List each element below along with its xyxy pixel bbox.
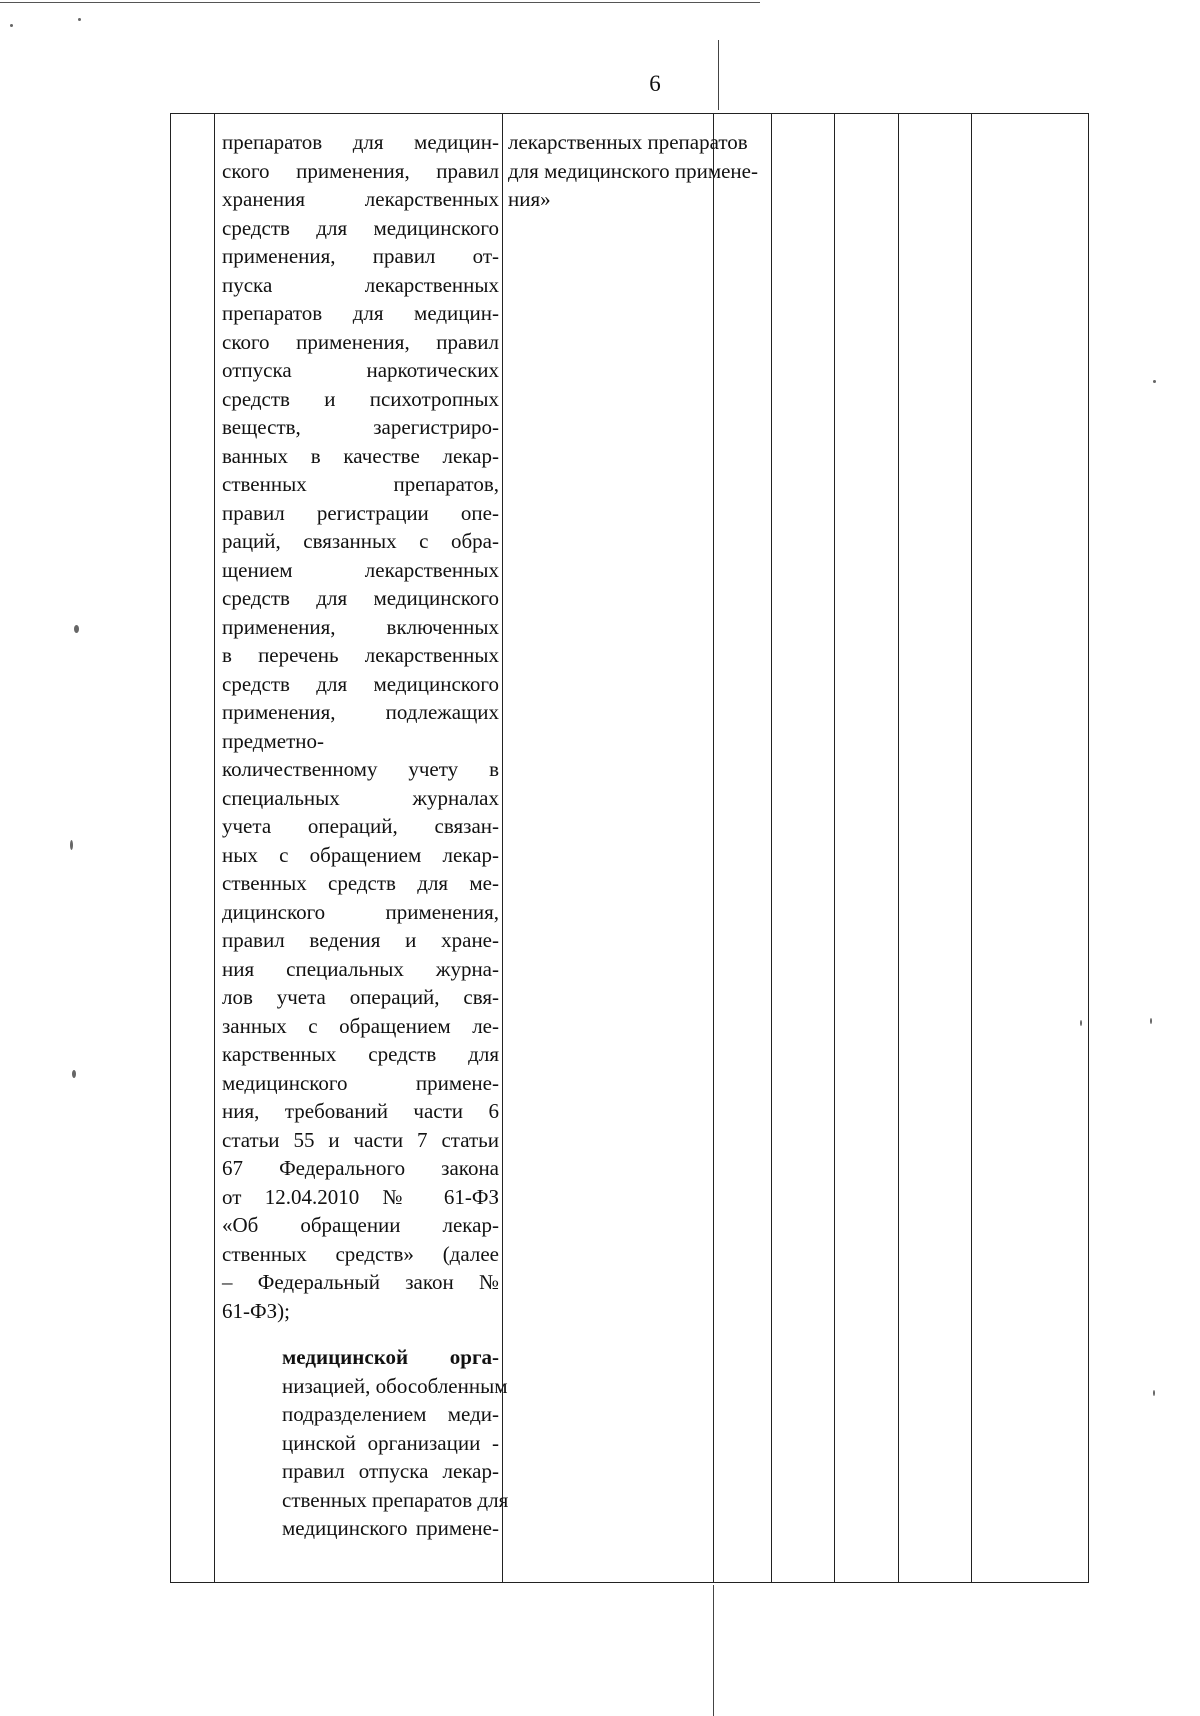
text-line: ванных в качестве лекар-	[222, 443, 499, 468]
cell-empty-7	[899, 114, 972, 1583]
requirements-paragraph-2	[222, 1343, 509, 1543]
text-line: специальных журналах	[222, 785, 499, 810]
text-line: правил регистрации опе-	[222, 500, 499, 525]
text-line: для медицинского примене-	[508, 158, 758, 183]
cell-empty-8	[972, 114, 1089, 1583]
text-line: правил отпуска лекар-	[282, 1459, 499, 1483]
text-line: от 12.04.2010 № 61-ФЗ	[222, 1184, 499, 1209]
text-line: ния»	[508, 187, 551, 211]
text-line: ственных препаратов,	[222, 472, 499, 496]
scan-speck	[10, 24, 13, 27]
scan-fold-line	[713, 1585, 714, 1716]
scan-fold-line	[718, 40, 719, 110]
scan-speck	[72, 1070, 76, 1078]
text-line: правил ведения и хране-	[222, 928, 499, 952]
scan-speck	[1153, 380, 1156, 383]
cell-empty-5	[772, 114, 835, 1583]
text-line: препаратов для медицин-	[222, 301, 499, 325]
text-line: средств для медицинского	[222, 215, 499, 240]
text-line: средств для медицинского	[222, 671, 499, 696]
requirements-paragraph-1	[222, 128, 499, 1325]
text-line: ственных средств» (далее	[222, 1241, 499, 1266]
text-line: лекарственных препаратов	[508, 130, 748, 154]
text-line: раций, связанных с обра-	[222, 529, 499, 553]
scan-speck	[78, 18, 81, 21]
bold-term: медицинской орга-	[282, 1345, 499, 1369]
text-line: количественному учету в	[222, 757, 499, 781]
text-line: низацией, обособленным	[282, 1373, 508, 1398]
text-line: ния, требований части 6	[222, 1099, 499, 1123]
requirements-text	[215, 114, 509, 1543]
text-line: 67 Федерального закона	[222, 1156, 499, 1180]
text-line: предметно-	[222, 728, 324, 753]
scan-speck	[70, 840, 73, 850]
text-line: подразделением меди-	[282, 1402, 499, 1426]
cell-empty-6	[835, 114, 899, 1583]
text-line: средств для медицинского	[222, 586, 499, 610]
legal-reference-paragraph	[508, 128, 758, 214]
text-line: препаратов для медицин-	[222, 130, 499, 154]
text-line: ния специальных журна-	[222, 956, 499, 981]
text-line: применения, правил от-	[222, 244, 499, 268]
text-line: применения, подлежащих	[222, 700, 499, 724]
scan-speck	[74, 625, 79, 633]
text-line: «Об обращении лекар-	[222, 1213, 499, 1237]
text-line: ственных препаратов для	[282, 1487, 509, 1512]
document-table	[170, 113, 1089, 1583]
text-line: щением лекарственных	[222, 557, 499, 582]
text-line: учета операций, связан-	[222, 814, 499, 838]
legal-reference-text	[503, 114, 758, 214]
text-line: статьи 55 и части 7 статьи	[222, 1127, 499, 1152]
text-line: лов учета операций, свя-	[222, 985, 499, 1009]
text-line: средств и психотропных	[222, 386, 499, 411]
text-line: – Федеральный закон №	[222, 1270, 499, 1294]
text-line: медицинского примене-	[222, 1070, 499, 1095]
text-line: хранения лекарственных	[222, 187, 499, 211]
text-line: 61-ФЗ);	[222, 1298, 290, 1323]
scan-edge-line	[0, 2, 760, 3]
cell-requirements-text	[215, 114, 509, 1583]
text-line: цинской организации -	[282, 1430, 499, 1455]
text-line: в перечень лекарственных	[222, 643, 499, 667]
text-line: ского применения, правил	[222, 329, 499, 354]
text-line: отпуска наркотических	[222, 358, 499, 382]
text-line: применения, включенных	[222, 614, 499, 639]
text-line: ных с обращением лекар-	[222, 842, 499, 867]
text-line: медицинского примене-	[282, 1516, 499, 1540]
scan-speck	[1153, 1390, 1155, 1396]
cell-empty-4	[714, 114, 772, 1583]
text-line: дицинского применения,	[222, 899, 499, 924]
text-line: пуска лекарственных	[222, 272, 499, 297]
page-number: 6	[649, 71, 661, 96]
text-line: карственных средств для	[222, 1042, 499, 1066]
text-line: занных с обращением ле-	[222, 1013, 499, 1038]
cell-number-column	[171, 114, 215, 1583]
scan-speck	[1080, 1020, 1082, 1026]
table-row	[171, 114, 1089, 1583]
text-line: веществ, зарегистриро-	[222, 415, 499, 439]
text-line: ского применения, правил	[222, 158, 499, 183]
text-line: ственных средств для ме-	[222, 871, 499, 895]
cell-legal-reference	[503, 114, 758, 1583]
scan-speck	[1150, 1018, 1152, 1024]
